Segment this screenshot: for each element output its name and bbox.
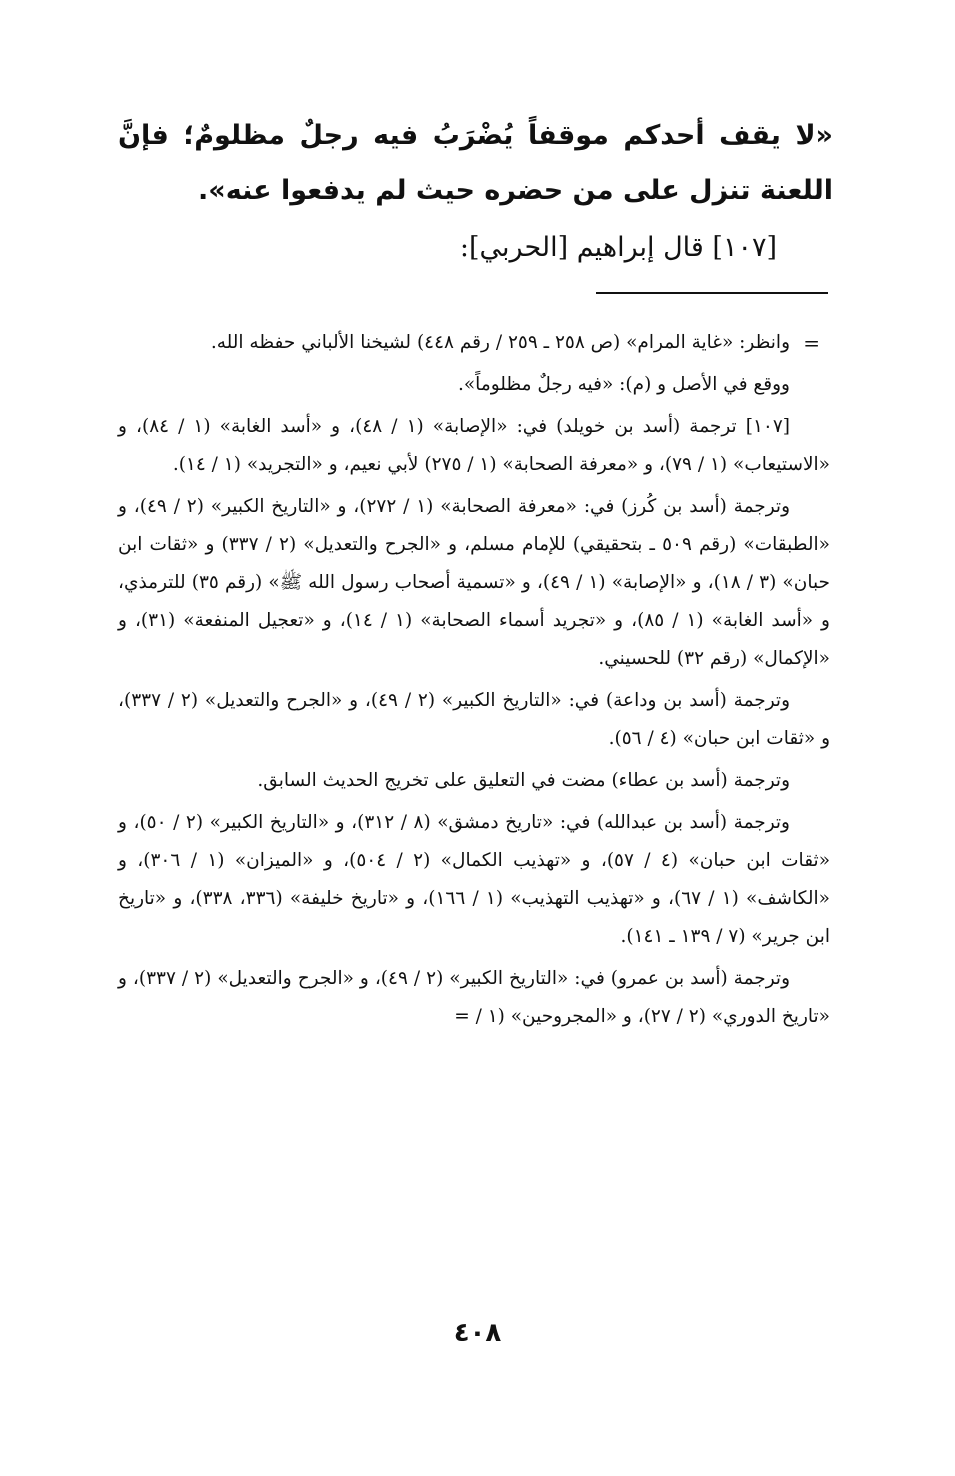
footnote-paragraph: وترجمة (أسد بن كُرز) في: «معرفة الصحابة» (١ / ٢٧٢)، و «التاريخ الكبير» (٢ / ٤٩)، و «الطبقات» (رقم ٥٠٩ ـ بتحقيقي) للإمام مسلم، و «الجرح والتعديل» (٢ / ٣٣٧) و «ثقات ابن حبان» (٣ / ١٨)، و «الإصابة» (١ / ٤٩)، و «تسمية أصحاب رسول الله ﷺ» (رقم ٣٥) للترمذي، و «أسد الغابة» (١ / ٨٥)، و «تجريد أسماء الصحابة» (١ / ١٤)، و «تعجيل المنفعة» (٣١)، و «الإكمال» (رقم ٣٢) للحسيني. <box>118 496 830 669</box>
page-number: ٤٠٨ <box>453 1318 502 1348</box>
footnote-paragraph: [١٠٧] ترجمة (أسد بن خويلد) في: «الإصابة» (١ / ٤٨)، و «أسد الغابة» (١ / ٨٤)، و «الاستيعاب» (١ / ٧٩)، و «معرفة الصحابة» (١ / ٢٧٥) لأبي نعيم، و «التجريد» (١ / ١٤). <box>118 416 830 475</box>
continuation-marker: = <box>803 331 820 355</box>
footnote-separator <box>596 292 828 294</box>
section-heading: [١٠٧] قال إبراهيم [الحربي]: <box>459 232 777 263</box>
footnote-paragraph: وترجمة (أسد بن عطاء) مضت في التعليق على تخريج الحديث السابق. <box>257 770 790 791</box>
footnotes <box>118 324 830 1040</box>
hadith-text: «لا يقف أحدكم موقفاً يُضْرَبُ فيه رجلٌ مظلومٌ؛ فإنَّ اللعنة تنزل على من حضره حيث لم يدفعوا عنه». <box>118 120 833 206</box>
footnote-text: وانظر: «غاية المرام» (ص ٢٥٨ ـ ٢٥٩ / رقم ٤٤٨) لشيخنا الألباني حفظه الله. <box>210 332 790 353</box>
footnote-paragraph <box>118 324 830 362</box>
footnote-paragraph: ووقع في الأصل و (م): «فيه رجلٌ مظلوماً». <box>457 374 790 395</box>
footnote-paragraph: وترجمة (أسد بن وداعة) في: «التاريخ الكبير» (٢ / ٤٩)، و «الجرح والتعديل» (٢ / ٣٣٧)، و «ثقات ابن حبان» (٤ / ٥٦). <box>118 690 830 749</box>
footnote-paragraph: وترجمة (أسد بن عبدالله) في: «تاريخ دمشق» (٨ / ٣١٢)، و «التاريخ الكبير» (٢ / ٥٠)، و «ثقات ابن حبان» (٤ / ٥٧)، و «تهذيب الكمال» (٢ / ٥٠٤)، و «الميزان» (١ / ٣٠٦)، و «الكاشف» (١ / ٦٧)، و «تهذيب التهذيب» (١ / ١٦٦)، و «تاريخ خليفة» (٣٣٦، ٣٣٨)، و «تاريخ ابن جرير» (٧ / ١٣٩ ـ ١٤١). <box>118 812 831 947</box>
footnote-paragraph: وترجمة (أسد بن عمرو) في: «التاريخ الكبير» (٢ / ٤٩)، و «الجرح والتعديل» (٢ / ٣٣٧)، و «تاريخ الدوري» (٢ / ٢٧)، و «المجروحين» (١ / = <box>118 968 830 1027</box>
